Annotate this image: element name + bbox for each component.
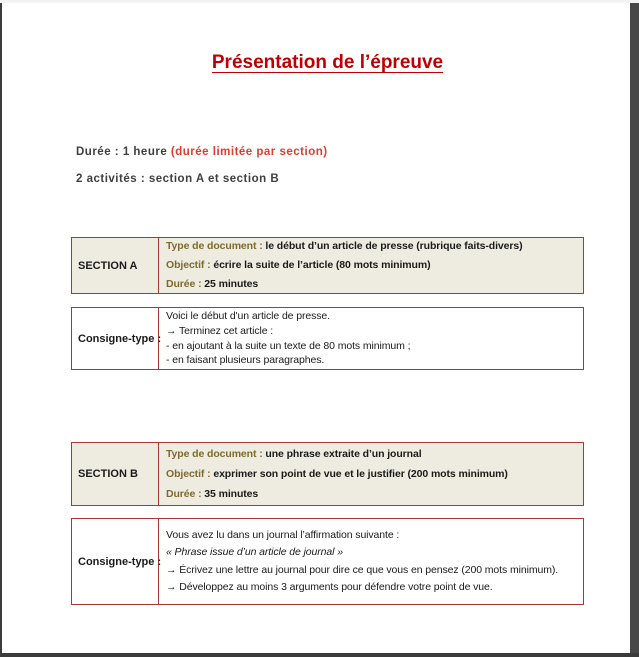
consigne-a-table bbox=[71, 307, 584, 370]
duration-text: Durée : 1 heure bbox=[76, 146, 171, 158]
consigne-quote-line: « Phrase issue d’un article de journal » bbox=[166, 546, 343, 559]
table-row bbox=[166, 256, 577, 275]
row-text: exprimer son point de vue et le justifier (200 mots minimum) bbox=[210, 468, 508, 480]
row-label: Durée : bbox=[166, 278, 202, 290]
document-title: Présentation de l’épreuve bbox=[211, 52, 444, 73]
row-label: Type de document : bbox=[166, 240, 263, 252]
consigne-a-header-cell: Consigne-type : bbox=[72, 308, 159, 369]
consigne-b-text-cell bbox=[159, 519, 583, 604]
row-text: écrire la suite de l’article (80 mots minimum) bbox=[210, 259, 431, 271]
consigne-line: → Développez au moins 3 arguments pour défendre votre point de vue. bbox=[166, 580, 493, 593]
row-text: le début d’un article de presse (rubrique faits-divers) bbox=[262, 240, 523, 252]
table-row bbox=[166, 275, 577, 293]
consigne-b-header-cell: Consigne-type : bbox=[72, 519, 159, 604]
activities-line: 2 activités : section A et section B bbox=[76, 173, 280, 185]
row-label: Durée : bbox=[166, 488, 202, 500]
consigne-line: → Terminez cet article : bbox=[166, 324, 274, 337]
section-b-details-cell bbox=[159, 443, 583, 505]
section-b-table bbox=[71, 442, 584, 506]
section-a-details-cell bbox=[159, 238, 583, 293]
row-text: une phrase extraite d’un journal bbox=[262, 448, 422, 460]
table-row bbox=[166, 444, 577, 464]
row-label: Objectif : bbox=[166, 259, 211, 271]
page-edge-top bbox=[0, 0, 639, 3]
section-a-header-cell: SECTION A bbox=[72, 238, 159, 293]
table-row bbox=[166, 238, 577, 256]
consigne-line: - en ajoutant à la suite un texte de 80 mots minimum ; bbox=[166, 339, 411, 352]
consigne-line: - en faisant plusieurs paragraphes. bbox=[166, 354, 325, 367]
table-row bbox=[166, 484, 577, 504]
section-b-header-cell: SECTION B bbox=[72, 443, 159, 505]
consigne-line: Voici le début d'un article de presse. bbox=[166, 309, 330, 322]
row-text: 35 minutes bbox=[201, 488, 259, 500]
page-edge-bottom bbox=[0, 653, 639, 657]
consigne-a-text-cell bbox=[159, 308, 583, 369]
consigne-line: Vous avez lu dans un journal l’affirmation suivante : bbox=[166, 528, 400, 541]
section-a-table bbox=[71, 237, 584, 294]
page-edge-right bbox=[630, 3, 639, 657]
row-label: Objectif : bbox=[166, 468, 211, 480]
table-row bbox=[166, 464, 577, 484]
page-edge-left bbox=[0, 3, 2, 657]
row-text: 25 minutes bbox=[201, 278, 259, 290]
row-label: Type de document : bbox=[166, 448, 263, 460]
consigne-b-table bbox=[71, 518, 584, 605]
duration-note: (durée limitée par section) bbox=[170, 146, 328, 158]
consigne-line: → Écrivez une lettre au journal pour dire ce que vous en pensez (200 mots minimum). bbox=[166, 563, 559, 576]
duration-line bbox=[76, 146, 328, 158]
